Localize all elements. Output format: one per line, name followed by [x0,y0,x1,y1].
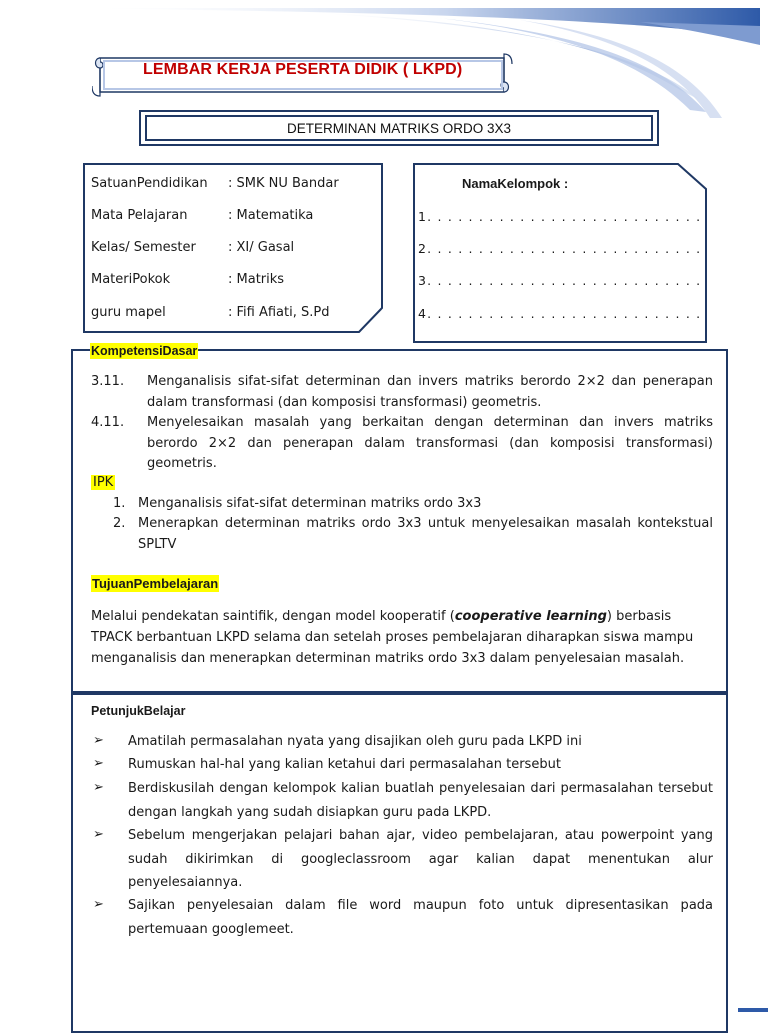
tujuan-heading: TujuanPembelajaran [92,576,219,591]
group-member-line: 3. . . . . . . . . . . . . . . . . . . . . . . . . . . [418,273,702,288]
info-value: : XI/ Gasal [228,240,295,255]
kd-number: 4.11. [91,415,125,430]
info-label: SatuanPendidikan [91,176,208,191]
ipk-text: Menerapkan determinan matriks ordo 3x3 untuk menyelesaikan masalah kontekstual SPLTV [138,516,713,552]
instruction-item: Berdiskusilah dengan kelompok kalian buatlah penyelesaian dari permasalahan tersebut dengan langkah yang sudah disiapkan guru pada LKPD. [128,781,713,820]
arrow-bullet-icon: ➢ [93,756,104,771]
info-label: Kelas/ Semester [91,240,196,255]
info-value: : Fifi Afiati, S.Pd [228,305,330,320]
tujuan-text-after: ) berbasis TPACK berbantuan LKPD selama dan setelah proses pembelajaran diharapkan siswa mampu menganalisis dan menerapkan determinan matriks ordo 3x3 dalam penyelesaian masalah. [91,609,694,666]
info-label: Mata Pelajaran [91,208,188,223]
instruction-item: Rumuskan hal-hal yang kalian ketahui dari permasalahan tersebut [128,757,561,772]
instruction-item: Sajikan penyelesaian dalam file word maupun foto untuk dipresentasikan pada pertemuaan googlemeet. [128,898,713,937]
ipk-number: 1. [113,496,126,511]
page-title: LEMBAR KERJA PESERTA DIDIK ( LKPD) [143,61,463,78]
ipk-heading: IPK [93,475,114,490]
instruction-item: Sebelum mengerjakan pelajari bahan ajar, video pembelajaran, atau powerpoint yang sudah dikirimkan di googleclassroom agar kalian dapat menentukan alur penyelesaiannya. [128,828,713,890]
info-value: : Matriks [228,272,285,287]
arrow-bullet-icon: ➢ [93,733,104,748]
kd-text: Menganalisis sifat-sifat determinan dan invers matriks berordo 2×2 dan penerapan dalam transformasi (dan komposisi transformasi) geometris. [147,374,713,410]
tujuan-paragraph [91,607,711,669]
ipk-number: 2. [113,516,126,531]
footer-accent-bar [738,1008,768,1012]
subtitle-box [139,110,659,146]
kd-text: Menyelesaikan masalah yang berkaitan dengan determinan dan invers matriks berordo 2×2 dan penerapan dalam transformasi (dan komposisi transformasi) geometris. [147,415,713,471]
info-label: MateriPokok [91,272,171,287]
instruction-item: Amatilah permasalahan nyata yang disajikan oleh guru pada LKPD ini [128,734,582,749]
tujuan-text-before: Melalui pendekatan saintifik, dengan model kooperatif ( [91,609,455,624]
kd-number: 3.11. [91,374,125,389]
arrow-bullet-icon: ➢ [93,780,104,795]
kompetensi-heading: KompetensiDasar [91,344,198,358]
group-member-line: 4. . . . . . . . . . . . . . . . . . . . . . . . . . . [418,306,702,321]
info-value: : Matematika [228,208,314,223]
group-member-line: 2. . . . . . . . . . . . . . . . . . . . . . . . . . . [418,241,702,256]
info-label: guru mapel [91,305,166,320]
group-title: NamaKelompok : [462,176,569,191]
arrow-bullet-icon: ➢ [93,827,104,842]
ipk-text: Menganalisis sifat-sifat determinan matriks ordo 3x3 [138,496,482,511]
group-member-line: 1. . . . . . . . . . . . . . . . . . . . . . . . . . . [418,209,702,224]
tujuan-emphasis: cooperative learning [454,609,607,624]
subtitle: DETERMINAN MATRIKS ORDO 3X3 [145,115,653,141]
arrow-bullet-icon: ➢ [93,897,104,912]
info-value: : SMK NU Bandar [228,176,339,191]
petunjuk-heading: PetunjukBelajar [91,704,186,718]
